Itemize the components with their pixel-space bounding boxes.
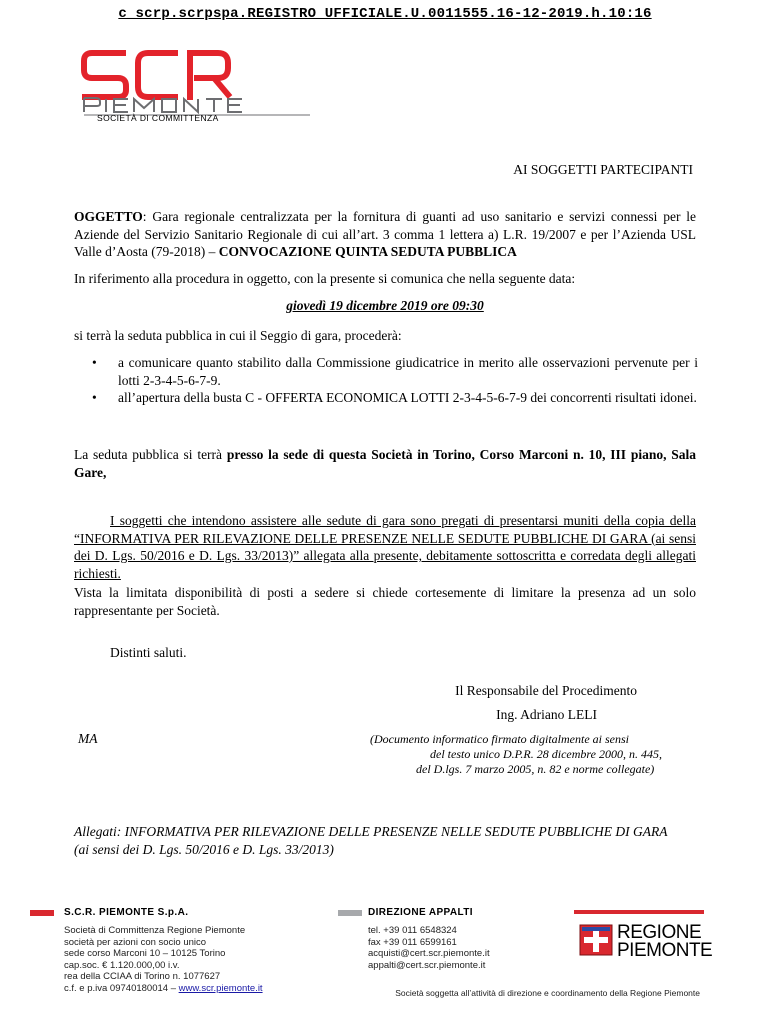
footer-office-details: tel. +39 011 6548324 fax +39 011 6599161 acquisti@cert.scr.piemonte.it appalti@cert.scr.piemonte.it [368,925,490,971]
subject-bold-tail: CONVOCAZIONE QUINTA SEDUTA PUBBLICA [218,244,517,259]
subject-paragraph [74,208,696,261]
logo-tagline: SOCIETÀ DI COMMITTENZA [97,113,219,123]
agenda-list [92,354,698,407]
venue-paragraph: La seduta pubblica si terrà presso la sede di questa Società in Torino, Corso Marconi n. 10, III piano, Sala Gare, [74,447,696,480]
bullet-icon: • [92,355,97,370]
agenda-item: • all’apertura della busta C - OFFERTA ECONOMICA LOTTI 2-3-4-5-6-7-9 dei concorrenti risultati idonei. [92,390,697,405]
intro-paragraph: In riferimento alla procedura in oggetto, con la presente si comunica che nella seguente data: [74,271,576,286]
limit-notice: Vista la limitata disponibilità di posti a sedere si chiede cortesemente di limitare la presenza ad un solo rappresentante per Società. [74,585,696,618]
region-logo-bar [574,910,704,914]
signature-name: Ing. Adriano LELI [496,707,597,722]
signature-role: Il Responsabile del Procedimento [455,683,637,698]
digital-signature-note: (Documento informatico firmato digitalmente ai sensi del testo unico D.P.R. 28 dicembre 2000, n. 445, del D.lgs. 7 marzo 2005, n. 82 e norme collegate) [370,732,662,776]
website-link[interactable]: www.scr.piemonte.it [178,982,263,994]
author-initials: MA [78,731,98,746]
attendance-notice: I soggetti che intendono assistere alle sedute di gara sono pregati di presentarsi muniti della copia della “INFORMATIVA PER RILEVAZIONE DELLE PRESENZE NELLE SEDUTE PUBBLICHE DI GARA (ai sensi dei D. Lgs. 50/2016 e D. Lgs. 33/2013)” allegata alla presente, debitamente sottoscritta e corredata degli allegati richiesti. [74,513,696,581]
footer-gray-bar [338,910,362,916]
footer-office-title: DIREZIONE APPALTI [368,907,473,918]
attachments-note: Allegati: INFORMATIVA PER RILEVAZIONE DELLE PRESENZE NELLE SEDUTE PUBBLICHE DI GARA (ai sensi dei D. Lgs. 50/2016 e D. Lgs. 33/2013) [74,824,668,857]
protocol-header: c_scrp.scrpspa.REGISTRO UFFICIALE.U.0011555.16-12-2019.h.10:16 [118,6,652,22]
bullet-icon: • [92,390,97,405]
session-date: giovedì 19 dicembre 2019 ore 09:30 [286,298,484,313]
session-intro: si terrà la seduta pubblica in cui il Seggio di gara, procederà: [74,328,402,343]
recipients-line: AI SOGGETTI PARTECIPANTI [513,162,693,177]
footer-company-title: S.C.R. PIEMONTE S.p.A. [64,907,189,918]
subject-label: OGGETTO [74,209,143,224]
footer-company-details: Società di Committenza Regione Piemonte società per azioni con socio unico sede corso Marconi 10 – 10125 Torino cap.soc. € 1.120.000,00 i.v. rea della CCIAA di Torino n. 1077627 c.f. e p.iva 09740180014 – www.scr.piemonte.it [64,925,263,994]
agenda-item: • a comunicare quanto stabilito dalla Commissione giudicatrice in merito alle osservazioni pervenute per i lotti 2-3-4-5-6-7-9. [92,355,698,388]
venue-address: presso la sede di questa Società in Torino, Corso Marconi n. 10, III piano, Sala Gare, [74,447,696,480]
region-coordination-note: Società soggetta all’attività di direzione e coordinamento della Regione Piemonte [395,988,700,998]
greeting: Distinti saluti. [110,645,187,660]
region-crest-icon [579,924,613,956]
subject-text: : Gara regionale centralizzata per la fornitura di guanti ad uso sanitario e servizi connessi per le Aziende del Servizio Sanitario Regionale di cui all’art. 3 comma 1 lettera a) L.R. 19/2007 e per l’Azienda USL Valle d’Aosta (79-2018) – [74,209,696,259]
footer-red-bar [30,910,54,916]
region-logo-text: REGIONE PIEMONTE [617,922,713,961]
